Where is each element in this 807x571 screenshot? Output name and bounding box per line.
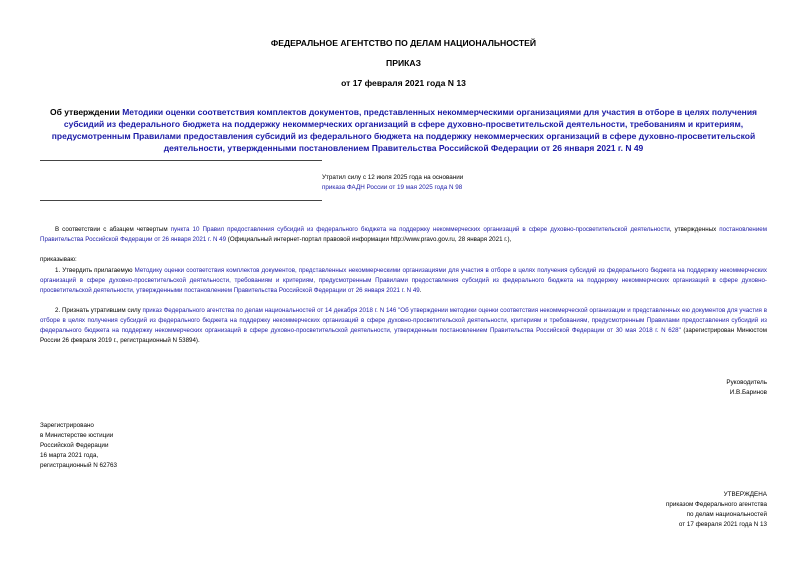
- approval-line: от 17 февраля 2021 года N 13: [678, 521, 767, 528]
- title-methodology-link[interactable]: Методики оценки соответствия комплектов документов, представленных некоммерческими организациями для участия в отборе в целях получения субсидий из федерального бюджета на поддержку некоммерческих организаций в сфере духовно-просветительской деятельности, требованиям и критериям, предусмотренным Правилами предоставления субсидий из федерального бюджета на поддержку некоммерческих организаций в сфере духовно-просветительской деятельности, утвержденными постановлением Правительства Российской Федерации от 26 января 2021 г. N 49: [51, 107, 758, 153]
- approval-line: УТВЕРЖДЕНА: [723, 491, 767, 498]
- item-1-methodology-link[interactable]: Методику оценки соответствия комплектов документов, представленных некоммерческими организациями для участия в отборе в целях получения субсидий из федерального бюджета на поддержку некоммерческих организаций в сфере духовно-просветительской деятельности, требованиям и критериям, предусмотренным Правилами предоставления субсидий из федерального бюджета на поддержку некоммерческих организаций в сфере духовно-просветительской деятельности, утвержденными постановлением Правительства Российской Федерации от 26 января 2021 г. N 49: [40, 267, 767, 294]
- title-prefix: Об утверждении: [49, 107, 123, 117]
- agency-heading: ФЕДЕРАЛЬНОЕ АГЕНТСТВО ПО ДЕЛАМ НАЦИОНАЛЬНОСТЕЙ: [270, 38, 537, 48]
- registration-line: регистрационный N 62763: [40, 462, 118, 469]
- expiry-order-link[interactable]: приказа ФАДН России от 19 мая 2025 года N 98: [322, 184, 463, 191]
- item-2-paragraph: [40, 306, 767, 346]
- preamble-text-3: (Официальный интернет-портал правовой информации http://www.pravo.gov.ru, 28 января 2021 г.),: [226, 236, 512, 243]
- signature-name: И.В.Баринов: [729, 389, 767, 396]
- item-1-end: .: [419, 287, 422, 294]
- date-number-heading: от 17 февраля 2021 года N 13: [341, 78, 466, 88]
- signature-block: [726, 378, 767, 398]
- preamble-paragraph: [40, 225, 767, 245]
- signature-role: Руководитель: [726, 379, 767, 386]
- registration-line: в Министерстве юстиции: [40, 432, 114, 439]
- approval-block: [666, 490, 767, 530]
- approval-line: по делам национальностей: [686, 511, 767, 518]
- expiry-text: Утратил силу с 12 июля 2025 года на основании: [322, 174, 464, 181]
- order-word: приказываю:: [40, 256, 77, 263]
- expiry-notice: [322, 173, 484, 193]
- item-1-text: 1. Утвердить прилагаемую: [55, 267, 135, 274]
- registration-block: [40, 421, 117, 471]
- rules-point-link[interactable]: пункта 10 Правил предоставления субсидий из федерального бюджета на поддержку некоммерческих организаций в сфере духовно-просветительской деятельности: [170, 226, 670, 233]
- registration-line: Российской Федерации: [40, 442, 109, 449]
- item-2-registration: (зарегистрирован Минюстом России 26 февраля 2019 г., регистрационный N 53894).: [40, 327, 767, 344]
- item-2-text: 2. Признать утратившим силу: [55, 307, 143, 314]
- approval-line: приказом Федерального агентства: [665, 501, 767, 508]
- divider-bottom: [40, 200, 322, 201]
- registration-line: Зарегистрировано: [40, 422, 94, 429]
- government-decree-link[interactable]: постановлением Правительства Российской Федерации от 26 января 2021 г. N 49: [40, 226, 767, 243]
- registration-line: 16 марта 2021 года,: [40, 452, 99, 459]
- item-1-paragraph: [40, 266, 767, 296]
- divider-top: [40, 160, 322, 161]
- item-2-order-link[interactable]: приказ Федерального агентства по делам национальностей от 14 декабря 2018 г. N 146 "Об утверждении методики оценки соответствия некоммерческой организации и представленных ею документов для участия в отборе в целях получения субсидий из федерального бюджета на поддержку некоммерческих организаций в сфере духовно-просветительской деятельности, критериям и требованиям, предусмотренным Правилами предоставления субсидий из федерального бюджета на поддержку некоммерческих организаций в сфере духовно-просветительской деятельности, утвержденным постановлением Правительства Российской Федерации от 30 мая 2018 г. N 628": [40, 307, 767, 334]
- doc-type-heading: ПРИКАЗ: [386, 58, 421, 68]
- preamble-text-1: В соответствии с абзацем четвертым: [55, 226, 171, 233]
- document-title: [40, 106, 767, 154]
- preamble-text-2: , утвержденных: [669, 226, 720, 233]
